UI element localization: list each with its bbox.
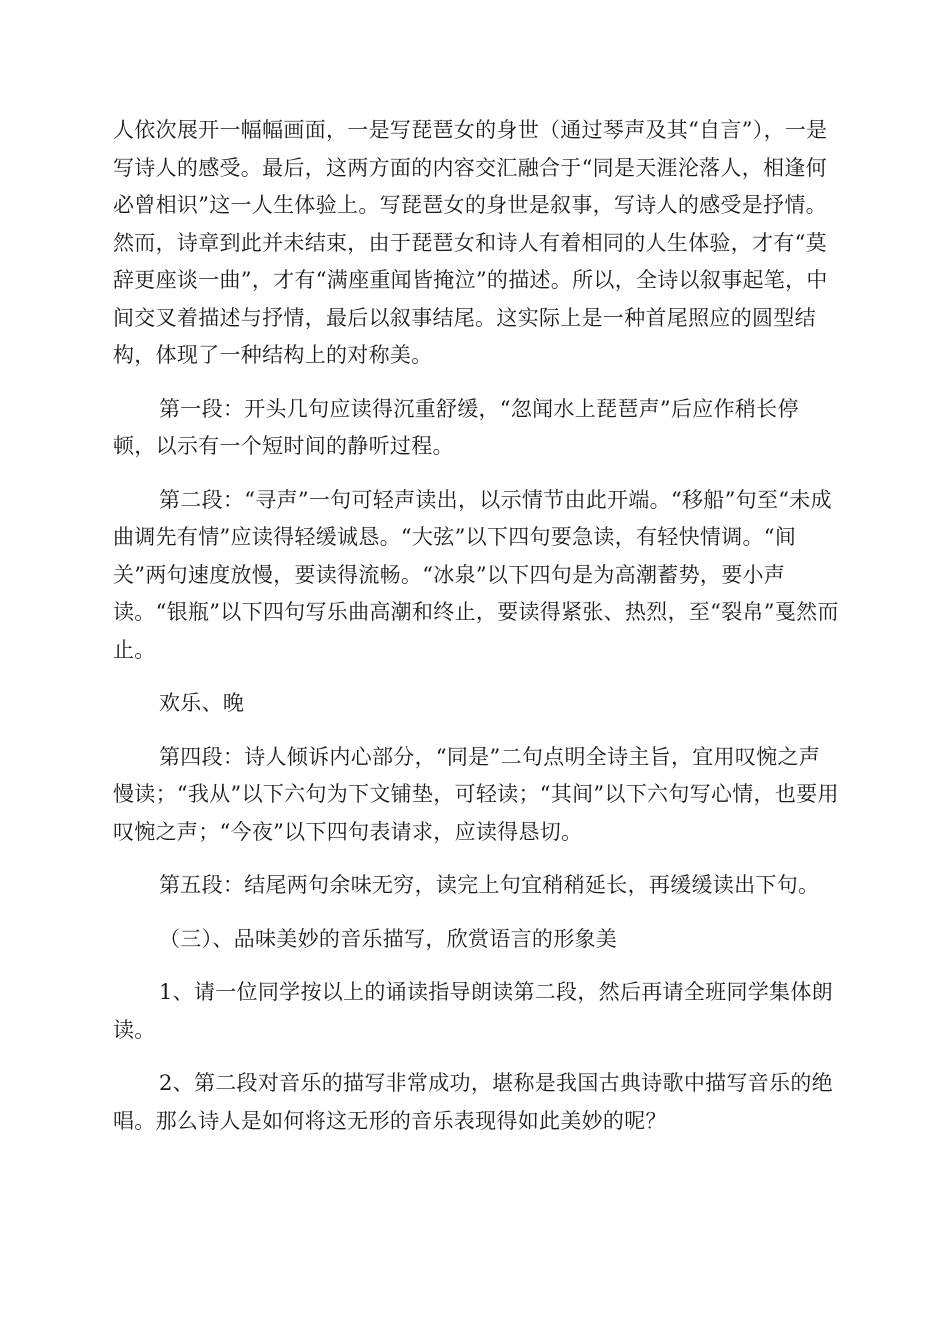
- section-heading-three: （三）、品味美妙的音乐描写，欣赏语言的形象美: [159, 926, 618, 951]
- paragraph-item-two: 2、第二段对音乐的描写非常成功，堪称是我国古典诗歌中描写音乐的绝唱。那么诗人是如何将这无形的音乐表现得如此美妙的呢？: [113, 1071, 833, 1133]
- paragraph-structure-analysis: 人依次展开一幅幅画面，一是写琵琶女的身世（通过琴声及其“自言”），一是写诗人的感受。最后，这两方面的内容交汇融合于“同是天涯沦落人，相逢何必曾相识”这一人生体验上。写琵琶女的身世是叙事，写诗人的感受是抒情。然而，诗章到此并未结束，由于琵琶女和诗人有着相同的人生体验，才有“莫辞更座谈一曲”，才有“满座重闻皆掩泣”的描述。所以，全诗以叙事起笔，中间交叉着描述与抒情，最后以叙事结尾。这实际上是一种首尾照应的圆型结构，体现了一种结构上的对称美。: [113, 118, 828, 367]
- paragraph-section-one: 第一段：开头几句应读得沉重舒缓，“忽闻水上琵琶声”后应作稍长停顿，以示有一个短时间的静听过程。: [113, 396, 799, 458]
- paragraph-item-one: 1、请一位同学按以上的诵读指导朗读第二段，然后再请全班同学集体朗读。: [113, 980, 833, 1042]
- paragraph-section-five: 第五段：结尾两句余味无穷，读完上句宜稍稍延长，再缓缓读出下句。: [159, 873, 820, 897]
- document-body: [113, 112, 841, 1140]
- paragraph-section-two: 第二段：“寻声”一句可轻声读出，以示情节由此开端。“移船”句至“未成曲调先有情”应读得轻缓诚恳。“大弦”以下四句要急读，有轻快情调。“间关”两句速度放慢，要读得流畅。“冰泉”以下四句是为高潮蓄势，要小声读。“银瓶”以下四句写乐曲高潮和终止，要读得紧张、热烈，至“裂帛”戛然而止。: [113, 487, 839, 662]
- paragraph-fragment: 欢乐、晚: [159, 691, 245, 715]
- paragraph-section-four: 第四段：诗人倾诉内心部分，“同是”二句点明全诗主旨，宜用叹惋之声慢读；“我从”以下六句为下文铺垫，可轻读；“其间”以下六句写心情，也要用叹惋之声；“今夜”以下四句表请求，应读得恳切。: [113, 744, 839, 844]
